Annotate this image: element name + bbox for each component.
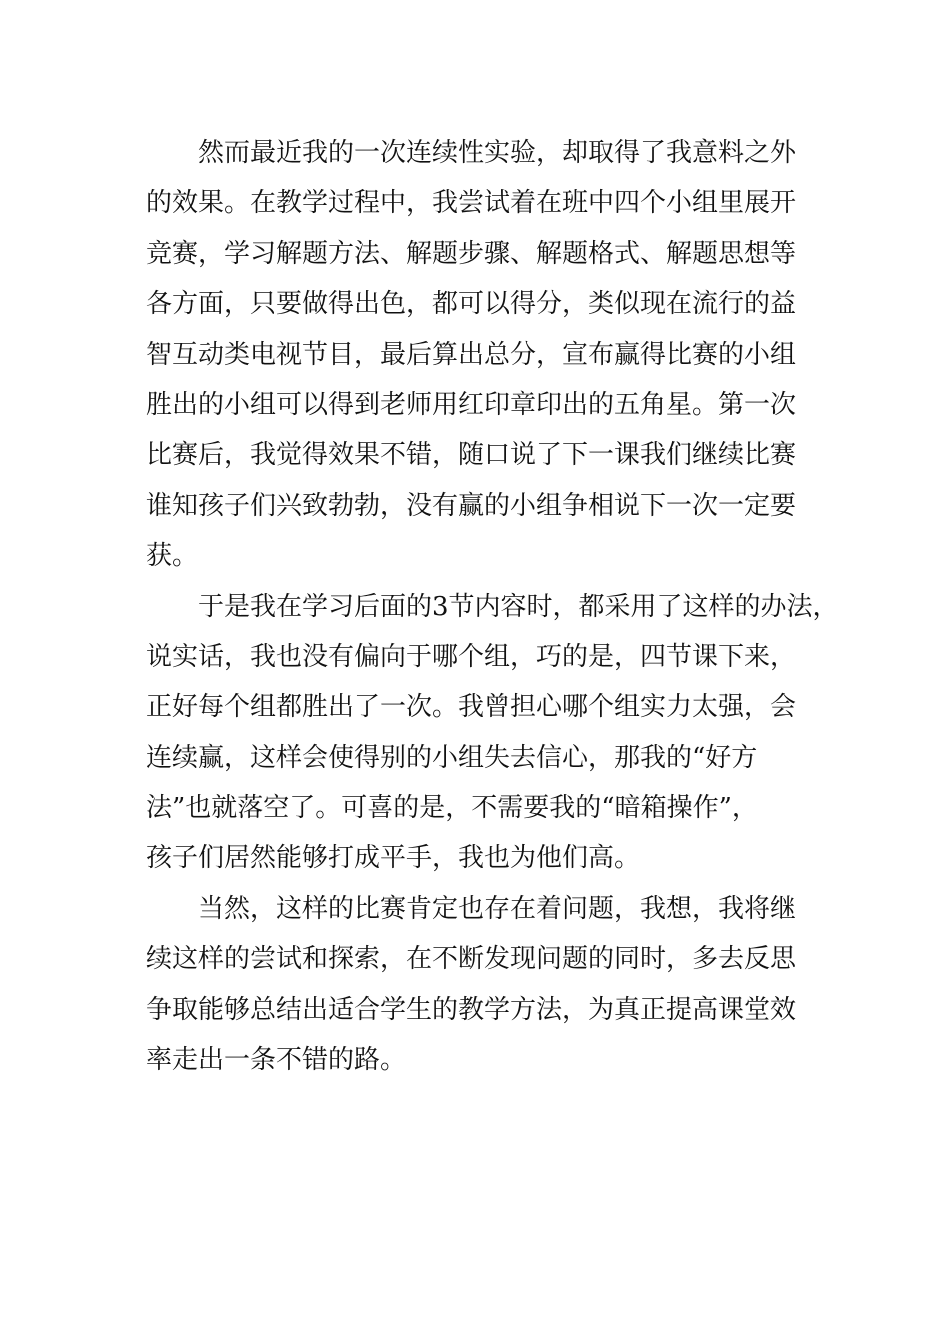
paragraph-line: 的效果。在教学过程中，我尝试着在班中四个小组里展开 xyxy=(146,188,797,219)
paragraph-line: 连续赢，这样会使得别的小组失去信心，那我的“好方 xyxy=(146,742,758,773)
paragraph-line: 正好每个组都胜出了一次。我曾担心哪个组实力太强，会 xyxy=(146,692,797,723)
paragraph-line: 说实话，我也没有偏向于哪个组，巧的是，四节课下来， xyxy=(146,641,797,672)
paragraph-line: 孩子们居然能够打成平手，我也为他们高。 xyxy=(146,843,641,874)
paragraph-line: 谁知孩子们兴致勃勃，没有赢的小组争相说下一次一定要 xyxy=(146,490,797,521)
paragraph-line: 法”也就落空了。可喜的是，不需要我的“暗箱操作”， xyxy=(146,793,758,824)
paragraph-line: 各方面，只要做得出色，都可以得分，类似现在流行的益 xyxy=(146,289,797,320)
paragraph-line: 争取能够总结出适合学生的教学方法，为真正提高课堂效 xyxy=(146,994,797,1025)
paragraph-line: 比赛后，我觉得效果不错，随口说了下一课我们继续比赛 xyxy=(146,440,797,471)
paragraph-line: 于是我在学习后面的3节内容时，都采用了这样的办法， xyxy=(198,591,839,622)
document-body xyxy=(146,128,846,1085)
paragraph-line: 竞赛，学习解题方法、解题步骤、解题格式、解题思想等 xyxy=(146,238,797,269)
paragraph-1 xyxy=(146,128,846,582)
paragraph-line: 获。 xyxy=(146,541,199,572)
paragraph-line: 然而最近我的一次连续性实验，却取得了我意料之外 xyxy=(198,138,797,168)
paragraph-line: 率走出一条不错的路。 xyxy=(146,1045,407,1076)
paragraph-line: 续这样的尝试和探索，在不断发现问题的同时，多去反思 xyxy=(146,944,797,975)
paragraph-line: 当然，这样的比赛肯定也存在着问题，我想，我将继 xyxy=(198,893,797,924)
paragraph-line: 智互动类电视节目，最后算出总分，宣布赢得比赛的小组 xyxy=(146,339,797,370)
paragraph-3 xyxy=(146,884,846,1086)
paragraph-2 xyxy=(146,582,846,884)
paragraph-line: 胜出的小组可以得到老师用红印章印出的五角星。第一次 xyxy=(146,389,797,420)
